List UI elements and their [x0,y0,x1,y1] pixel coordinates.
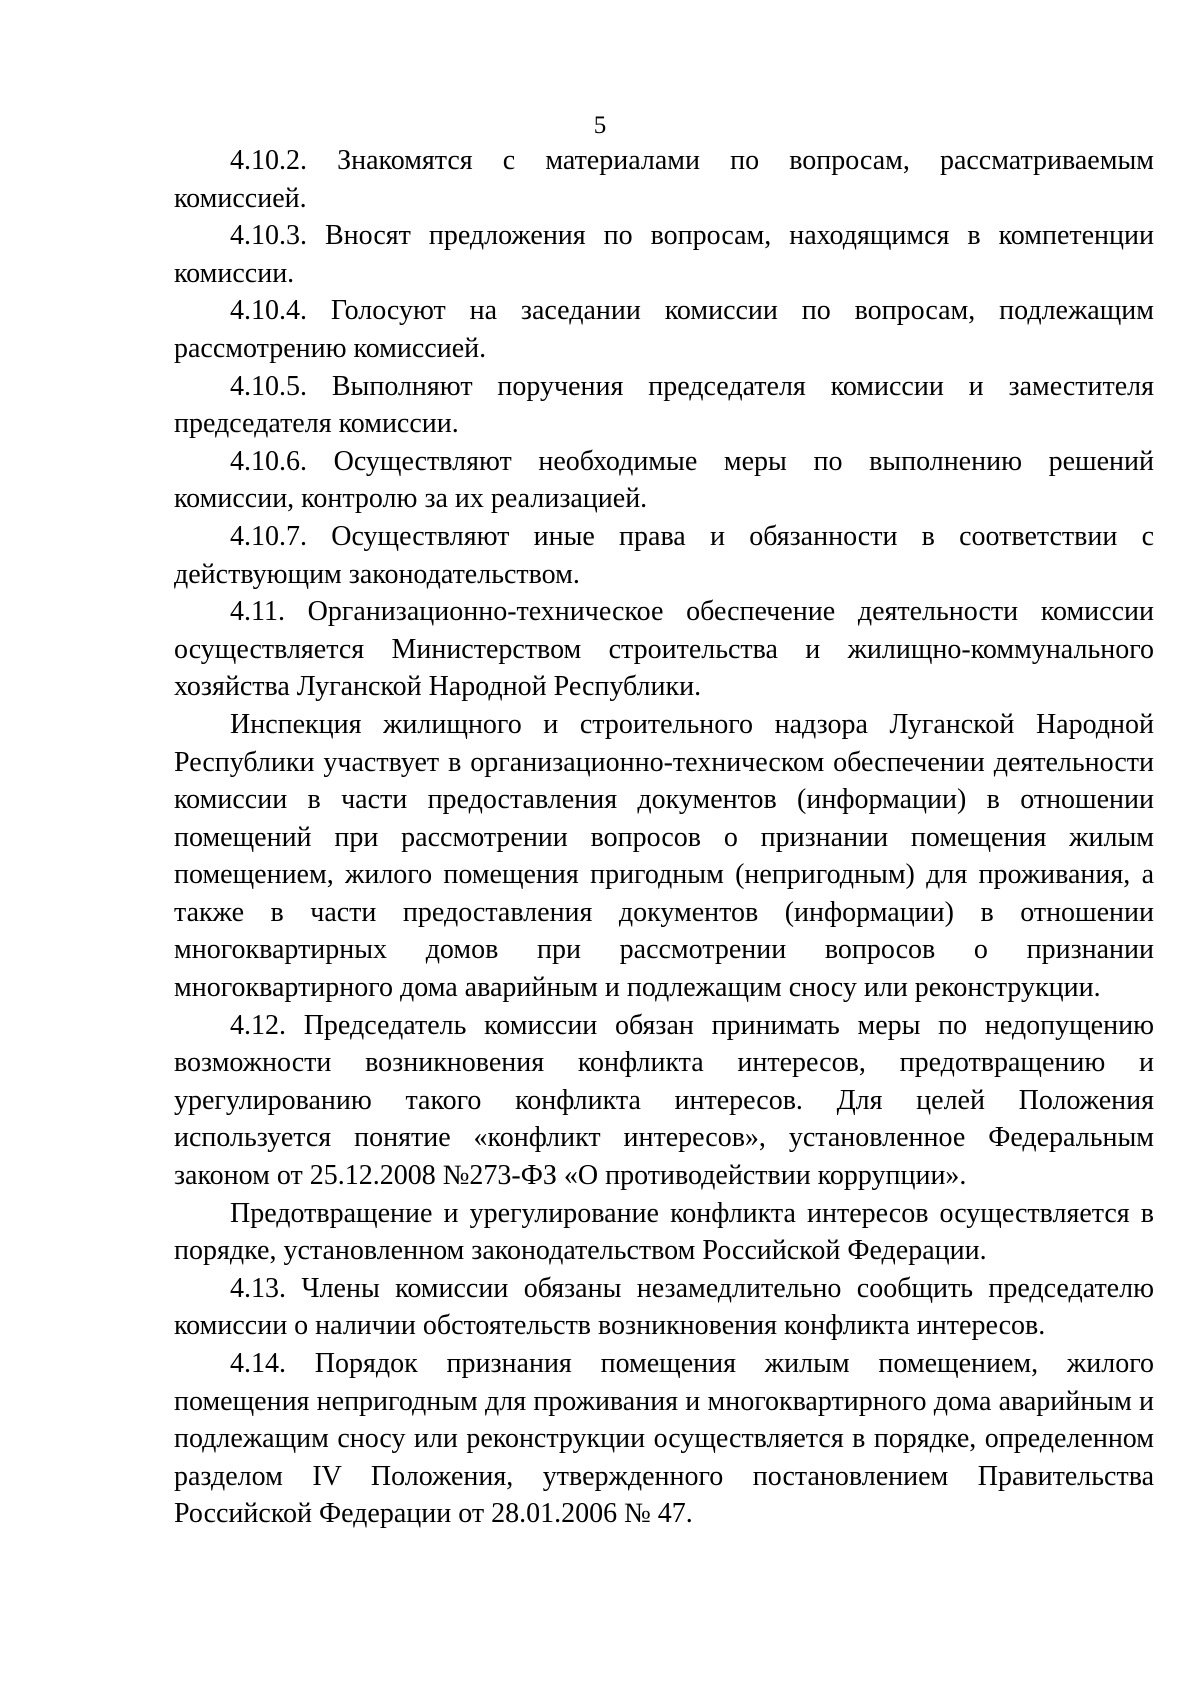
paragraph-4-10-2: 4.10.2. Знакомятся с материалами по вопросам, рассматриваемым комиссией. [174,145,1154,214]
paragraph-4-10-3: 4.10.3. Вносят предложения по вопросам, находящимся в компетенции комиссии. [174,220,1154,289]
paragraph-4-10-5: 4.10.5. Выполняют поручения председателя комиссии и заместителя председателя комиссии. [174,370,1154,440]
paragraph-4-10-6: 4.10.6. Осуществляют необходимые меры по выполнению решений комиссии, контролю за их реализацией. [174,445,1154,515]
paragraph-4-11: 4.11. Организационно-техническое обеспечение деятельности комиссии осуществляется Министерством строительства и жилищно-коммунального хозяйства Луганской Народной Республики. [174,596,1154,703]
paragraph-4-10-7: 4.10.7. Осуществляют иные права и обязанности в соответствии с действующим законодательством. [174,520,1154,590]
paragraph-4-10-4: 4.10.4. Голосуют на заседании комиссии по вопросам, подлежащим рассмотрению комиссией. [174,295,1154,364]
paragraph-conflict-prevention: Предотвращение и урегулирование конфликта интересов осуществляется в порядке, установленном законодательством Российской Федерации. [174,1197,1154,1267]
document-body [174,142,1154,1533]
paragraph-4-12: 4.12. Председатель комиссии обязан принимать меры по недопущению возможности возникновения конфликта интересов, предотвращению и урегулированию такого конфликта интересов. Для целей Положения используется понятие «конфликт интересов», установленное Федеральным законом от 25.12.2008 №273-ФЗ «О противодействии коррупции». [174,1009,1154,1192]
paragraph-inspection: Инспекция жилищного и строительного надзора Луганской Народной Республики участвует в организационно-техническом обеспечении деятельности комиссии в части предоставления документов (информации) в отношении помещений при рассмотрении вопросов о признании помещения жилым помещением, жилого помещения пригодным (непригодным) для проживания, а также в части предоставления документов (информации) в отношении многоквартирных домов при рассмотрении вопросов о признании многоквартирного дома аварийным и подлежащим сносу или реконструкции. [174,708,1154,1004]
paragraph-4-13: 4.13. Члены комиссии обязаны незамедлительно сообщить председателю комиссии о наличии обстоятельств возникновения конфликта интересов. [174,1272,1154,1342]
paragraph-4-14: 4.14. Порядок признания помещения жилым помещением, жилого помещения непригодным для проживания и многоквартирного дома аварийным и подлежащим сносу или реконструкции осуществляется в порядке, определенном разделом IV Положения, утвержденного постановлением Правительства Российской Федерации от 28.01.2006 № 47. [174,1348,1154,1530]
page-number: 5 [593,112,607,139]
